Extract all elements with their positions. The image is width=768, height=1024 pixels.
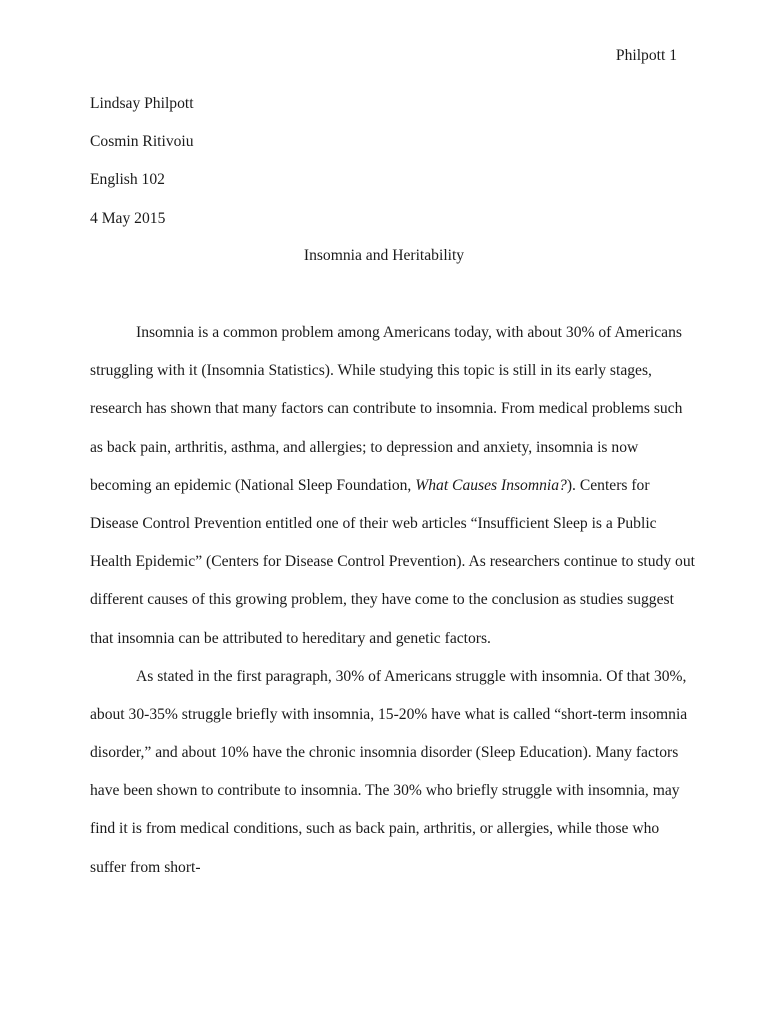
body-text-run: becoming an epidemic (National Sleep Foundation, (90, 476, 416, 494)
body-line: about 30-35% struggle briefly with insomnia, 15-20% have what is called “short-term insomnia (90, 705, 688, 723)
body-line: suffer from short- (90, 858, 201, 876)
body-line: struggling with it (Insomnia Statistics). While studying this topic is still in its early stages, (90, 362, 652, 380)
instructor-name: Cosmin Ritivoiu (90, 133, 194, 151)
body-line: Disease Control Prevention entitled one of their web articles “Insufficient Sleep is a Public (90, 514, 657, 532)
author-name: Lindsay Philpott (90, 95, 194, 112)
body-line: as back pain, arthritis, asthma, and allergies; to depression and anxiety, insomnia is now (90, 438, 639, 456)
paper-title: Insomnia and Heritability (303, 247, 465, 264)
mla-heading (90, 94, 678, 247)
body-line: Health Epidemic” (Centers for Disease Control Prevention). As researchers continue to study out (90, 553, 695, 571)
body-line: As stated in the first paragraph, 30% of Americans struggle with insomnia. Of that 30%, (136, 667, 687, 685)
page-header-number: Philpott 1 (615, 47, 677, 64)
body-line: research has shown that many factors can contribute to insomnia. From medical problems such (90, 400, 683, 418)
body-line: have been shown to contribute to insomnia. The 30% who briefly struggle with insomnia, may (90, 782, 680, 800)
body-line: different causes of this growing problem, they have come to the conclusion as studies suggest (90, 591, 674, 609)
body-line (90, 476, 678, 514)
body-line: Insomnia is a common problem among Americans today, with about 30% of Americans (136, 324, 682, 341)
course-name: English 102 (90, 171, 165, 189)
cited-title-italic: What Causes Insomnia? (415, 476, 567, 494)
paper-date: 4 May 2015 (90, 209, 166, 227)
body-line: that insomnia can be attributed to hereditary and genetic factors. (90, 629, 491, 647)
body-text (90, 323, 695, 896)
body-line: find it is from medical conditions, such as back pain, arthritis, or allergies, while those who (90, 820, 660, 838)
body-line: disorder,” and about 10% have the chronic insomnia disorder (Sleep Education). Many factors (90, 744, 679, 762)
body-text-run: ). Centers for (566, 476, 650, 494)
